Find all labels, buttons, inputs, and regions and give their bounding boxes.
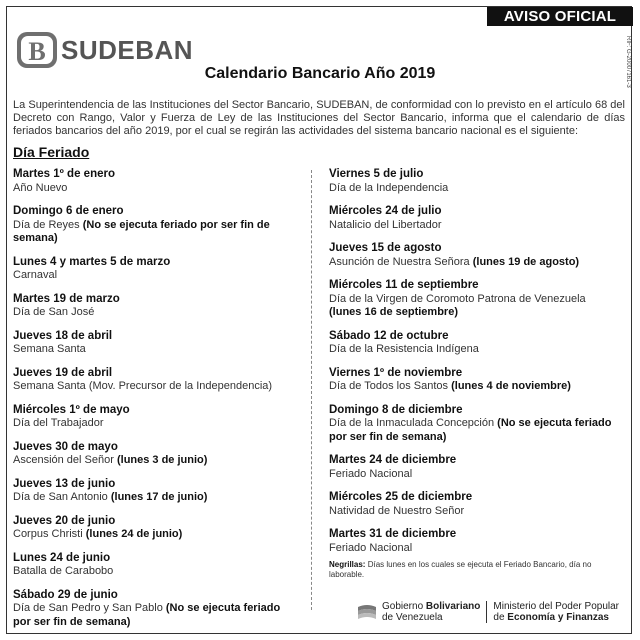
- holiday-name: Semana Santa: [13, 343, 86, 355]
- holiday-name-line: [329, 182, 619, 196]
- ministry-line1: Ministerio del Poder Popular: [493, 601, 620, 612]
- holiday-name-line: [13, 528, 296, 542]
- gov-line1-b: Bolivariano: [425, 601, 481, 612]
- holiday-date: Viernes 1º de noviembre: [329, 366, 463, 379]
- footnote: [329, 560, 609, 580]
- holiday-entry: [13, 589, 296, 630]
- holiday-date: Jueves 15 de agosto: [329, 242, 442, 254]
- holiday-name: Carnaval: [13, 269, 58, 281]
- holiday-entry: [329, 330, 619, 357]
- holiday-date: Viernes 5 de julio: [329, 168, 424, 180]
- reference-number: RIF: G-20007161-3: [625, 36, 631, 88]
- holiday-name: Día de San Pedro y San Pablo: [13, 602, 163, 614]
- holiday-name-line: [329, 542, 619, 556]
- holiday-name-line: [13, 269, 296, 283]
- holiday-name: Feriado Nacional: [329, 541, 413, 554]
- holiday-entry: [329, 404, 619, 445]
- holiday-name-line: [329, 256, 619, 270]
- holiday-date: Domingo 8 de diciembre: [329, 403, 463, 416]
- left-column: [13, 168, 296, 639]
- aviso-oficial-banner: AVISO OFICIAL: [487, 7, 633, 26]
- holiday-entry: [13, 478, 296, 505]
- holiday-entry: [13, 330, 296, 357]
- holiday-entry: [329, 528, 619, 555]
- holiday-name-line: [13, 417, 296, 431]
- footnote-text: Días lunes en los cuales se ejecuta el Feriado Bancario, día no laborable.: [329, 560, 592, 579]
- holiday-name-line: [13, 565, 296, 579]
- holiday-name: Día de la Inmaculada Concepción: [329, 417, 495, 429]
- holiday-date: Martes 1º de enero: [13, 168, 115, 180]
- holiday-name-line: [329, 343, 619, 357]
- holiday-date: Martes 19 de marzo: [13, 292, 120, 305]
- holiday-name: Semana Santa (Mov. Precursor de la Independencia): [13, 380, 273, 392]
- holiday-observed-note: (No se ejecuta feriado por ser fin de semana): [13, 218, 270, 244]
- government-footer: [356, 601, 619, 623]
- holiday-name-line: [329, 417, 619, 444]
- government-name: [382, 601, 487, 623]
- holiday-entry: [329, 279, 619, 320]
- holiday-date: Martes 31 de diciembre: [329, 528, 457, 540]
- footnote-label: Negrillas:: [329, 560, 366, 569]
- holiday-entry: [329, 491, 619, 518]
- holiday-observed-note: (lunes 24 de junio): [85, 528, 183, 540]
- holiday-name: Asunción de Nuestra Señora: [329, 255, 470, 268]
- holiday-name-line: [13, 182, 296, 196]
- holiday-date: Martes 24 de diciembre: [329, 454, 457, 466]
- ministry-line2-b: Economía y Finanzas: [507, 612, 609, 623]
- holiday-name: Día de la Virgen de Coromoto Patrona de Venezuela: [329, 292, 586, 305]
- holiday-name-line: [329, 505, 619, 519]
- holiday-entry: [329, 367, 619, 394]
- holiday-name: Corpus Christi: [13, 528, 83, 540]
- holiday-name-line: [13, 602, 296, 629]
- holiday-name: Día de la Independencia: [329, 181, 449, 194]
- holiday-entry: [13, 367, 296, 394]
- holiday-entry: [13, 168, 296, 195]
- holiday-observed-note: (lunes 16 de septiembre): [329, 306, 458, 318]
- holiday-entry: [13, 293, 296, 320]
- gov-line2: de Venezuela: [382, 612, 443, 623]
- sudeban-logo: [16, 30, 193, 70]
- holiday-observed-note: (No se ejecuta feriado por ser fin de semana): [13, 602, 281, 628]
- holiday-entry: [329, 205, 619, 232]
- holiday-name-line: [13, 219, 296, 246]
- government-flag-icon: [356, 603, 378, 621]
- holiday-name: Día de Reyes: [13, 218, 80, 231]
- holiday-date: Jueves 13 de junio: [13, 477, 116, 490]
- holiday-date: Sábado 29 de junio: [13, 588, 118, 601]
- holiday-entry: [13, 552, 296, 579]
- holiday-date: Jueves 19 de abril: [13, 366, 113, 379]
- holiday-entry: [13, 515, 296, 542]
- holiday-date: Miércoles 1º de mayo: [13, 403, 130, 416]
- holiday-entry: [13, 441, 296, 468]
- holiday-name-line: [329, 293, 619, 320]
- holiday-name-line: [329, 468, 619, 482]
- holiday-name-line: [13, 491, 296, 505]
- ministry-line2-a: de: [493, 612, 505, 623]
- holiday-entry: [329, 454, 619, 481]
- holiday-entry: [13, 256, 296, 283]
- holiday-entry: [329, 168, 619, 195]
- holiday-name-line: [329, 219, 619, 233]
- svg-text:B: B: [28, 37, 46, 66]
- holiday-name: Día del Trabajador: [13, 417, 104, 429]
- column-divider: [311, 170, 312, 610]
- page-title: Calendario Bancario Año 2019: [204, 65, 436, 82]
- holiday-observed-note: (lunes 4 de noviembre): [451, 380, 571, 392]
- holiday-name-line: [329, 380, 619, 394]
- holiday-date: Sábado 12 de octubre: [329, 329, 449, 342]
- holiday-name-line: [13, 380, 296, 394]
- right-column: [329, 168, 619, 565]
- holiday-observed-note: (lunes 17 de junio): [110, 491, 208, 503]
- holiday-name: Ascensión del Señor: [13, 454, 114, 466]
- logo-text: SUDEBAN: [61, 34, 194, 65]
- holiday-name: Batalla de Carabobo: [13, 565, 114, 577]
- holiday-date: Jueves 18 de abril: [13, 329, 113, 342]
- holiday-date: Jueves 20 de junio: [13, 514, 116, 527]
- intro-paragraph: La Superintendencia de las Instituciones del Sector Bancario, SUDEBAN, de conformidad con lo previsto en el artículo 68 del Decreto con Rango, Valor y Fuerza de Ley de las Instituciones del Sector Bancario, informa que el calendario de días feriados bancarios del año 2019, por el cual se regirán las actividades del sistema bancario nacional es el siguiente:: [13, 99, 625, 137]
- section-heading: Día Feriado: [13, 144, 90, 160]
- holiday-entry: [329, 242, 619, 269]
- holiday-name-line: [13, 306, 296, 320]
- holiday-date: Domingo 6 de enero: [13, 205, 124, 217]
- holiday-name: Natividad de Nuestro Señor: [329, 504, 465, 517]
- holiday-observed-note: (lunes 19 de agosto): [472, 255, 580, 268]
- holiday-name: Día de Todos los Santos: [329, 380, 449, 392]
- holiday-date: Miércoles 24 de julio: [329, 205, 442, 217]
- holiday-name: Natalicio del Libertador: [329, 218, 442, 231]
- holiday-date: Lunes 24 de junio: [13, 551, 111, 564]
- holiday-name: Día de la Resistencia Indígena: [329, 343, 479, 355]
- holiday-name: Día de San Antonio: [13, 491, 108, 503]
- holiday-name-line: [13, 343, 296, 357]
- holiday-name-line: [13, 454, 296, 468]
- gov-line1-a: Gobierno: [382, 601, 424, 612]
- ministry-name: [487, 601, 619, 623]
- holiday-entry: [13, 205, 296, 246]
- holiday-name: Año Nuevo: [13, 181, 68, 194]
- holiday-date: Miércoles 11 de septiembre: [329, 279, 479, 291]
- holiday-observed-note: (lunes 3 de junio): [116, 454, 208, 466]
- holiday-name: Día de San José: [13, 306, 95, 318]
- holiday-date: Lunes 4 y martes 5 de marzo: [13, 255, 171, 268]
- sudeban-logo-icon: [16, 30, 58, 70]
- holiday-date: Miércoles 25 de diciembre: [329, 491, 473, 503]
- holiday-observed-note: (No se ejecuta feriado por ser fin de semana): [329, 417, 612, 443]
- holiday-name: Feriado Nacional: [329, 467, 413, 480]
- holiday-entry: [13, 404, 296, 431]
- holiday-date: Jueves 30 de mayo: [13, 440, 118, 453]
